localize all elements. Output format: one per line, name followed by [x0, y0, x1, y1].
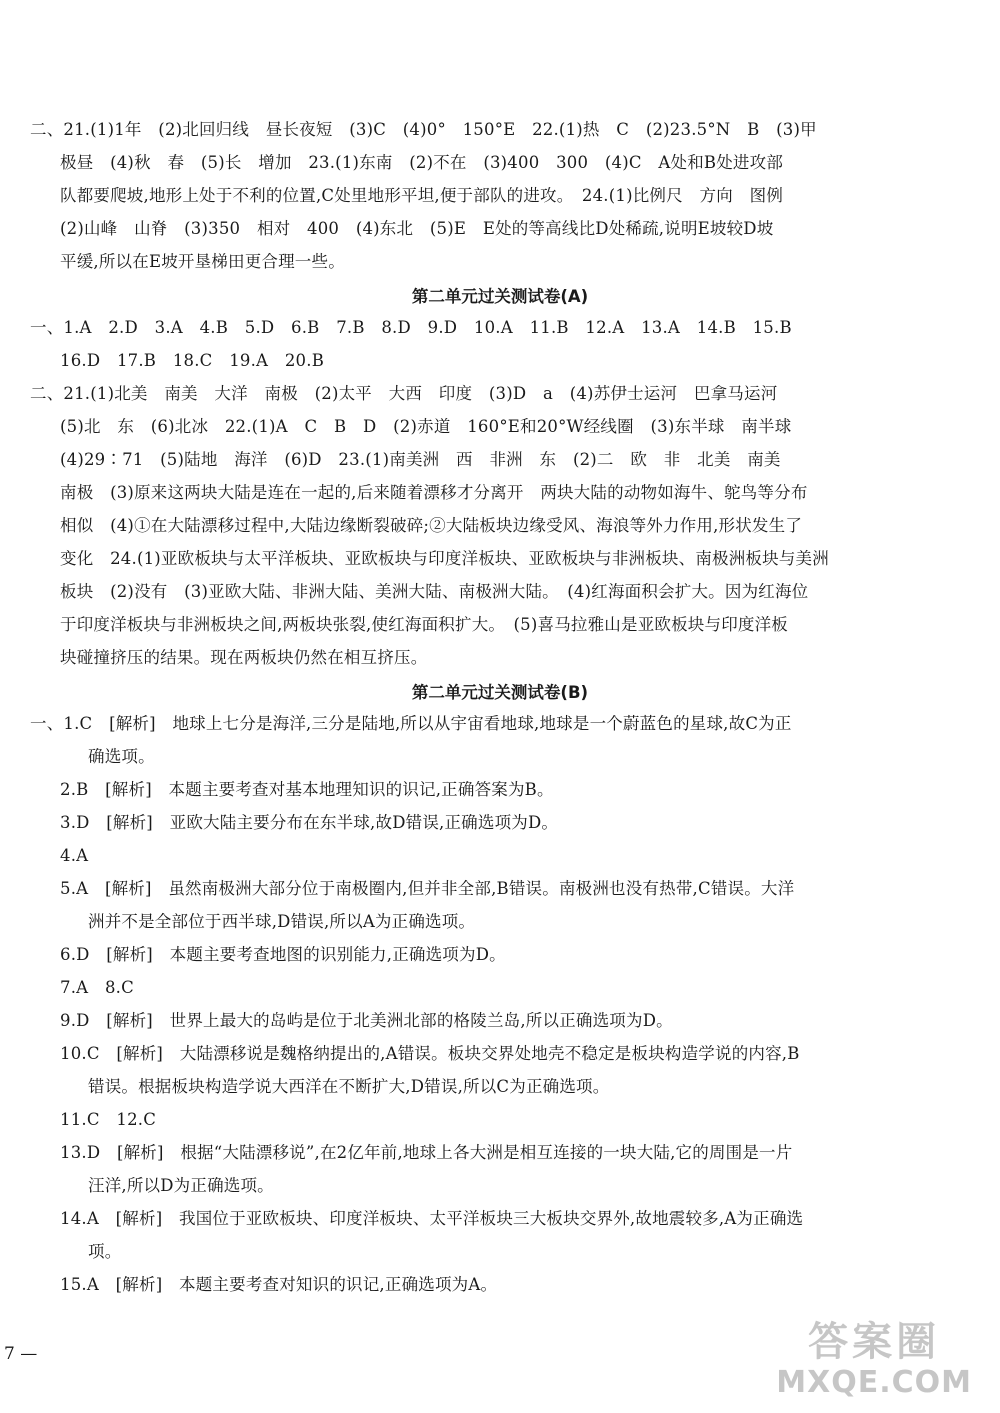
answer-line: 南极 (3)原来这两块大陆是连在一起的,后来随着漂移才分离开 两块大陆的动物如海牛、鸵鸟等分布	[60, 483, 808, 502]
answer-line: 3.D [解析] 亚欧大陆主要分布在东半球,故D错误,正确选项为D。	[60, 813, 559, 832]
answer-line: 9.D [解析] 世界上最大的岛屿是位于北美洲北部的格陵兰岛,所以正确选项为D。	[60, 1011, 673, 1030]
watermark-logo	[776, 1318, 972, 1400]
answer-line: 16.D 17.B 18.C 19.A 20.B	[60, 351, 325, 370]
section-title-unit2-b: 第二单元过关测试卷(B)	[411, 683, 589, 702]
answer-line: 确选项。	[88, 747, 155, 766]
answer-line: 7.A 8.C	[60, 978, 134, 997]
answer-line: 一、1.C [解析] 地球上七分是海洋,三分是陆地,所以从宇宙看地球,地球是一个蔚蓝色的星球,故C为正	[30, 714, 792, 733]
page-number: 7 —	[4, 1344, 38, 1364]
answer-line: 13.D [解析] 根据“大陆漂移说”,在2亿年前,地球上各大洲是相互连接的一块大陆,它的周围是一片	[60, 1143, 793, 1162]
answer-line: 队都要爬坡,地形上处于不利的位置,C处里地形平坦,便于部队的进攻。 24.(1)比例尺 方向 图例	[60, 186, 784, 205]
answer-line: 块碰撞挤压的结果。现在两板块仍然在相互挤压。	[60, 648, 428, 667]
answer-line: 错误。根据板块构造学说大西洋在不断扩大,D错误,所以C为正确选项。	[88, 1077, 610, 1096]
answer-line: 一、1.A 2.D 3.A 4.B 5.D 6.B 7.B 8.D 9.D 10.A 11.B 12.A 13.A 14.B 15.B	[30, 318, 792, 337]
answer-line: 11.C 12.C	[60, 1110, 157, 1129]
answer-line: 15.A [解析] 本题主要考查对知识的识记,正确选项为A。	[60, 1275, 498, 1294]
answer-line: 平缓,所以在E坡开垦梯田更合理一些。	[60, 252, 345, 271]
answer-line: 14.A [解析] 我国位于亚欧板块、印度洋板块、太平洋板块三大板块交界外,故地震较多,A为正确选	[60, 1209, 804, 1228]
answer-line: 相似 (4)①在大陆漂移过程中,大陆边缘断裂破碎;②大陆板块边缘受风、海浪等外力作用,形状发生了	[60, 516, 803, 535]
answer-line: 4.A	[60, 846, 89, 865]
answer-line: (5)北 东 (6)北冰 22.(1)A C B D (2)赤道 160°E和20°W经线圈 (3)东半球 南半球	[60, 417, 792, 436]
answer-line: 于印度洋板块与非洲板块之间,两板块张裂,使红海面积扩大。 (5)喜马拉雅山是亚欧板块与印度洋板	[60, 615, 789, 634]
answer-line: 板块 (2)没有 (3)亚欧大陆、非洲大陆、美洲大陆、南极洲大陆。 (4)红海面积会扩大。因为红海位	[60, 582, 809, 601]
answer-line: 5.A [解析] 虽然南极洲大部分位于南极圈内,但并非全部,B错误。南极洲也没有热带,C错误。大洋	[60, 879, 795, 898]
answer-line: 二、21.(1)1年 (2)北回归线 昼长夜短 (3)C (4)0° 150°E 22.(1)热 C (2)23.5°N B (3)甲	[30, 120, 817, 139]
answer-line: 2.B [解析] 本题主要考查对基本地理知识的识记,正确答案为B。	[60, 780, 554, 799]
answer-line: 变化 24.(1)亚欧板块与太平洋板块、亚欧板块与印度洋板块、亚欧板块与非洲板块、南极洲板块与美洲	[60, 549, 829, 568]
watermark-top: 答案圈	[808, 1319, 941, 1365]
answer-line: (4)29∶71 (5)陆地 海洋 (6)D 23.(1)南美洲 西 非洲 东 (2)二 欧 非 北美 南美	[60, 450, 781, 469]
answer-line: 项。	[88, 1242, 122, 1261]
answer-line: 6.D [解析] 本题主要考查地图的识别能力,正确选项为D。	[60, 945, 506, 964]
answer-line: 汪洋,所以D为正确选项。	[88, 1176, 274, 1195]
answer-line: (2)山峰 山脊 (3)350 相对 400 (4)东北 (5)E E处的等高线比D处稀疏,说明E坡较D坡	[60, 219, 774, 238]
answer-line: 10.C [解析] 大陆漂移说是魏格纳提出的,A错误。板块交界处地壳不稳定是板块构造学说的内容,B	[60, 1044, 800, 1063]
section-title-unit2-a: 第二单元过关测试卷(A)	[411, 287, 589, 306]
answer-line: 二、21.(1)北美 南美 大洋 南极 (2)太平 大西 印度 (3)D a (4)苏伊士运河 巴拿马运河	[30, 384, 778, 403]
watermark-bottom: MXQE.COM	[776, 1365, 972, 1400]
answer-line: 极昼 (4)秋 春 (5)长 增加 23.(1)东南 (2)不在 (3)400 300 (4)C A处和B处进攻部	[60, 153, 784, 172]
answer-line: 洲并不是全部位于西半球,D错误,所以A为正确选项。	[88, 912, 476, 931]
